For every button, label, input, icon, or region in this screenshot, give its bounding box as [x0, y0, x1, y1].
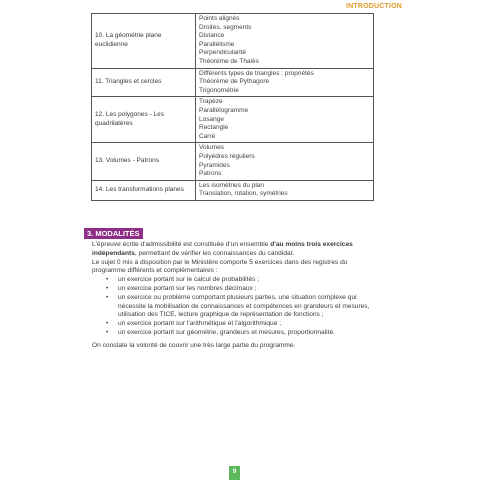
- page-number: 9: [229, 466, 240, 480]
- table-row: [92, 14, 374, 69]
- item-text: Perpendicularité: [199, 49, 246, 57]
- item-text: Trapèze: [199, 98, 223, 106]
- item-text: Distance: [199, 32, 225, 40]
- chapter-header: INTRODUCTION: [345, 3, 402, 10]
- item-text: Théorème de Pythagore: [199, 78, 270, 86]
- item-text: Droites, segments: [199, 23, 252, 31]
- item-text: Volumes: [199, 144, 224, 152]
- table-row: [92, 180, 374, 200]
- items-cell: [196, 14, 374, 69]
- list-item: • un exercice portant sur l'arithmétique et l'algorithmique ;: [92, 320, 382, 329]
- item-text: Losange: [199, 115, 224, 123]
- table-row: [92, 68, 374, 97]
- intro-text-end: , permettant de vérifier les connaissances du candidat.: [134, 249, 295, 257]
- subject-paragraph: Le sujet 0 mis à disposition par le Ministère comporte 5 exercices dans des registres du programme différents et complémentaires :: [92, 258, 348, 275]
- item-text: Polyèdres réguliers: [199, 152, 255, 160]
- topic-cell: 14. Les transformations planes: [92, 180, 196, 200]
- item-text: Points alignés: [199, 15, 240, 22]
- table-row: [92, 143, 374, 180]
- item-text: Translation, rotation, symétries: [199, 190, 288, 198]
- list-item: • un exercice portant sur le calcul de probabilités ;: [92, 276, 382, 285]
- item-text: Pyramides: [199, 161, 230, 169]
- item-text: Différents types de triangles : propriétés: [199, 69, 314, 77]
- intro-paragraph: [92, 241, 382, 259]
- topic-cell: 13. Volumes - Patrons: [92, 143, 196, 180]
- topic-cell: 11. Triangles et cercles: [92, 68, 196, 97]
- list-item: • un exercice portant sur les nombres décimaux ;: [92, 285, 382, 294]
- list-item: • un exercice portant sur géométrie, grandeurs et mesures, proportionnalité.: [92, 329, 382, 338]
- intro-emphasis: d'au moins trois exercices indépendants: [92, 241, 353, 257]
- conclusion-paragraph: On constate la volonté de couvrir une très large partie du programme.: [92, 341, 296, 349]
- item-text: Les isométries du plan: [199, 181, 265, 189]
- section-body: [92, 241, 382, 351]
- items-cell: [196, 97, 374, 143]
- section-heading: 3. MODALITÉS: [84, 228, 143, 239]
- program-table: [91, 13, 374, 201]
- table-row: [92, 97, 374, 143]
- item-text: Patrons: [199, 170, 222, 178]
- intro-text: L'épreuve écrite d'admissibilité est constituée d'un ensemble: [92, 241, 271, 248]
- item-text: Théorème de Thalès: [199, 57, 259, 65]
- items-cell: [196, 68, 374, 97]
- topic-cell: 12. Les polygones - Les quadrilatères: [92, 97, 196, 143]
- exercise-list: [92, 276, 382, 338]
- list-item: • un exercice ou problème comportant plusieurs parties, une situation complexe qui nécessite la mobilisation de connaissances et compétences en grandeurs et mesures, utilisation des TICE, lecture graphique de représentation de fonctions ;: [92, 294, 382, 320]
- items-cell: [196, 180, 374, 200]
- item-text: Parallélisme: [199, 40, 235, 48]
- topic-cell: 10. La géométrie plane euclidienne: [92, 14, 196, 69]
- item-text: Carré: [199, 132, 216, 140]
- items-cell: [196, 143, 374, 180]
- item-text: Parallélogramme: [199, 106, 249, 114]
- item-text: Rectangle: [199, 124, 229, 132]
- item-text: Trigonométrie: [199, 86, 239, 94]
